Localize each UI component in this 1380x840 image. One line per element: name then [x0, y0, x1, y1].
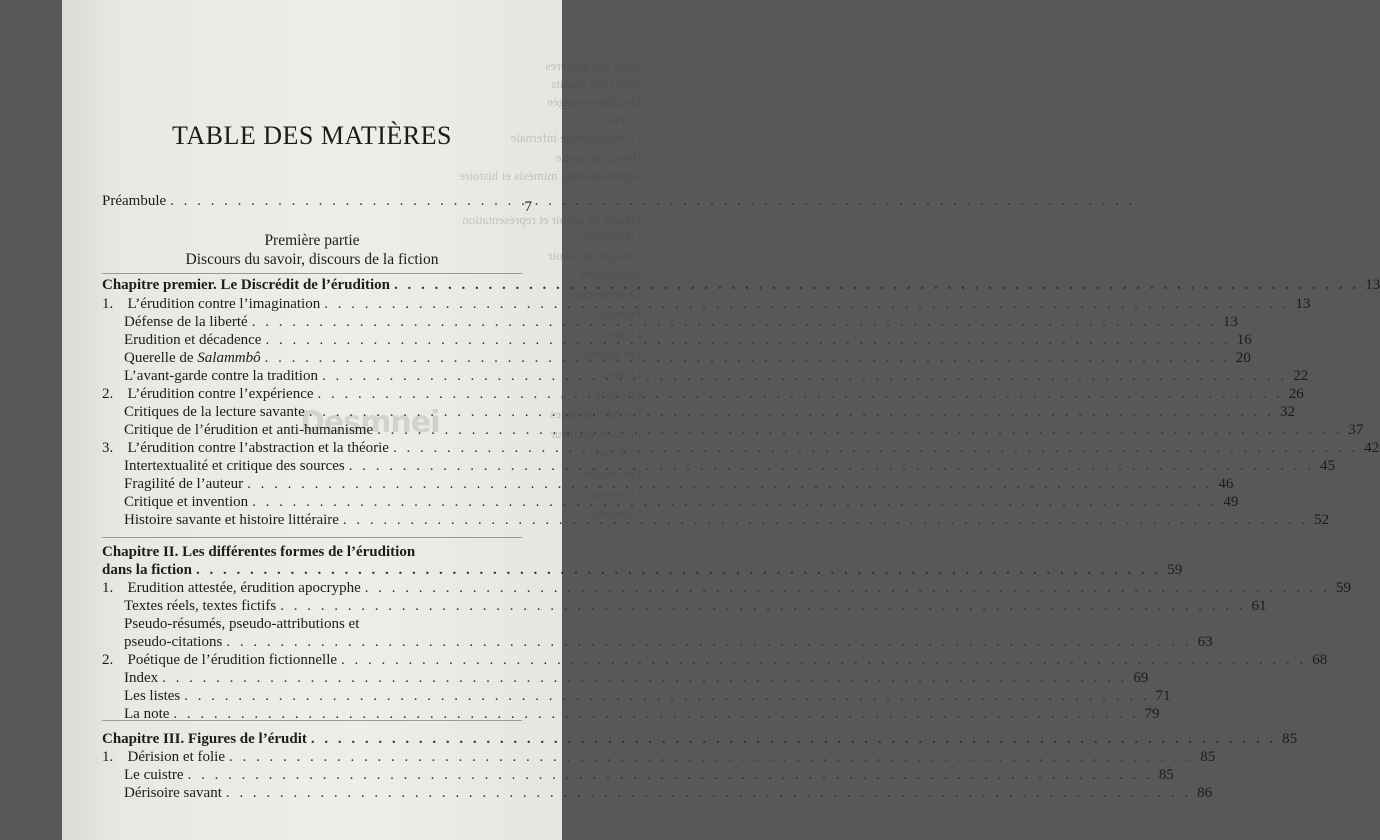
toc-entry-label: 2. Poétique de l’érudition fictionnelle — [102, 652, 338, 668]
toc-entry-label: Le cuistre — [124, 767, 184, 783]
toc-entry-page: 71 — [1155, 688, 1171, 704]
section-number: 2. — [102, 652, 114, 668]
leader-dots — [309, 404, 1274, 421]
bleed-through-line: Pouvoir — [600, 306, 642, 321]
toc-entry-label: Querelle de Salammbô — [124, 350, 261, 366]
toc-subentry — [124, 494, 1239, 512]
leader-dots — [365, 580, 1330, 597]
leader-dots — [318, 386, 1283, 403]
bleed-through-line: La bibliothèque infernale — [510, 130, 642, 145]
bleed-through-line: Le savoir — [593, 386, 642, 401]
bleed-through-line: L’érudition — [583, 228, 642, 243]
leader-dots — [377, 422, 1342, 439]
bleed-through-line: Figures du savoir et représentation — [462, 212, 642, 227]
toc-entry-page: 63 — [1197, 634, 1213, 650]
leader-dots — [173, 706, 1138, 723]
toc-entry-label: Index — [124, 670, 159, 686]
toc-entry-label: 1. L’érudition contre l’imagination — [102, 296, 321, 312]
toc-entry-label: Intertextualité et critique des sources — [124, 458, 345, 474]
toc-entry-page: 46 — [1218, 476, 1234, 492]
toc-entry-label: 3. L’érudition contre l’abstraction et la théorie — [102, 440, 389, 456]
leader-dots — [188, 767, 1153, 784]
bleed-through-line: Le voyage — [587, 486, 642, 501]
toc-subentry — [124, 598, 1267, 616]
toc-entry-label: Textes réels, textes fictifs — [124, 598, 277, 614]
bleed-through-line: Les musées — [581, 466, 642, 481]
bleed-through-line: Le droit — [600, 326, 642, 341]
toc-entry-label: pseudo-citations — [124, 634, 223, 650]
bleed-through-line: Erudition engagée — [547, 94, 642, 109]
divider — [102, 273, 522, 274]
leader-dots — [324, 296, 1289, 313]
bleed-through-line: Les savants — [581, 346, 642, 361]
toc-entry-page: 32 — [1280, 404, 1296, 420]
bleed-through-line: Scepticisme — [579, 266, 642, 281]
toc-entry-page: 85 — [1200, 749, 1216, 765]
toc-section-entry — [102, 652, 1328, 670]
book-page — [62, 0, 1380, 840]
bleed-through-line: Le collectionneur — [550, 426, 642, 441]
toc-entry-page: 20 — [1235, 350, 1251, 366]
page-title: TABLE DES MATIÈRES — [172, 121, 452, 150]
chapter-heading-2 — [102, 544, 542, 562]
chapter-title: Chapitre premier. Le Discrédit de l’érudition — [102, 277, 391, 293]
toc-subentry — [124, 634, 1213, 652]
leader-dots — [322, 368, 1287, 385]
toc-subentry — [124, 767, 1174, 785]
toc-entry-label: 1. Erudition attestée, érudition apocryphe — [102, 580, 361, 596]
leader-dots — [252, 494, 1217, 511]
toc-entry-label: Fragilité de l’auteur — [124, 476, 244, 492]
toc-entry-page: 16 — [1236, 332, 1252, 348]
toc-entry-label: Erudition et décadence — [124, 332, 262, 348]
toc-entry-label: Défense de la liberté — [124, 314, 248, 330]
leader-dots — [265, 332, 1230, 349]
toc-subentry — [124, 688, 1171, 706]
chapter-heading-2-cont — [102, 562, 1183, 580]
toc-entry-label: Histoire savante et histoire littéraire — [124, 512, 339, 528]
toc-entry-label: 1. Dérision et folie — [102, 749, 225, 765]
section-number: 1. — [102, 749, 114, 765]
toc-subentry — [124, 706, 1160, 724]
toc-entry-page: 59 — [1336, 580, 1352, 596]
toc-entry-label: Critique et invention — [124, 494, 249, 510]
bleed-through-line: Table des matières — [545, 58, 642, 73]
leader-dots — [162, 670, 1127, 687]
toc-entry-page: 13 — [1295, 296, 1311, 312]
bleed-through-line: Représentation, mimésis et histoire — [459, 168, 642, 183]
leader-dots — [196, 562, 1161, 579]
leader-dots — [226, 785, 1191, 802]
section-number: 1. — [102, 580, 114, 596]
leader-dots — [229, 749, 1194, 766]
leader-dots — [394, 277, 1359, 294]
leader-dots — [349, 458, 1314, 475]
section-number: 2. — [102, 386, 114, 402]
toc-entry-page: 86 — [1197, 785, 1213, 801]
toc-entry-label: Dérisoire savant — [124, 785, 222, 801]
leader-dots — [247, 476, 1212, 493]
toc-subentry — [124, 670, 1149, 688]
toc-subentry-line1 — [124, 616, 542, 634]
toc-entry-page: 45 — [1320, 458, 1335, 474]
toc-entry-page: 79 — [1144, 706, 1160, 722]
bleed-through-line: Les bibliothèques — [549, 406, 642, 421]
toc-entry-page: 22 — [1293, 368, 1309, 384]
toc-entry-label: Critique de l’érudition et anti-humanisme — [124, 422, 374, 438]
toc-entry-label: Préambule — [102, 193, 167, 209]
bleed-through-line: Le lieu — [605, 366, 642, 381]
toc-section-entry — [102, 580, 1352, 598]
leader-dots — [341, 652, 1306, 669]
part-heading: Première partie — [264, 232, 360, 249]
toc-entry-page: 85 — [1158, 767, 1174, 783]
chapter-title: Chapitre III. Figures de l’érudit — [102, 731, 307, 747]
toc-entry-page: 52 — [1314, 512, 1330, 528]
divider — [102, 537, 522, 538]
toc-entry-preambule — [102, 193, 524, 211]
toc-entry-label: Les listes — [124, 688, 181, 704]
toc-entry-page: 13 — [1222, 314, 1238, 330]
bleed-through-line: L’enquête — [590, 506, 642, 521]
toc-entry-label: Pseudo-résumés, pseudo-attributions et — [124, 616, 360, 632]
toc-entry-page: 13 — [1365, 277, 1380, 293]
leader-dots — [280, 598, 1245, 615]
leader-dots — [311, 731, 1276, 748]
toc-entry-page: 7 — [524, 199, 532, 215]
toc-section-entry — [102, 749, 1216, 767]
chapter-title-cont: dans la fiction — [102, 562, 193, 578]
bleed-through-line: Sottes des érudits — [551, 76, 642, 91]
chapter-title: Chapitre II. Les différentes formes de l’érudition — [102, 544, 416, 560]
toc-subentry — [124, 314, 1238, 332]
toc-entry-label: L’avant-garde contre la tradition — [124, 368, 318, 384]
leader-dots — [184, 688, 1149, 705]
bleed-through-line: La prétention — [572, 286, 642, 301]
bleed-through-line: Deuxième partie — [555, 150, 642, 165]
section-number: 3. — [102, 440, 114, 456]
toc-subentry — [124, 785, 1213, 803]
toc-entry-label: Critiques de la lecture savante — [124, 404, 305, 420]
leader-dots — [170, 193, 1135, 210]
toc-entry-page: 59 — [1167, 562, 1183, 578]
toc-entry-page: 61 — [1251, 598, 1267, 614]
toc-entry-page: 26 — [1288, 386, 1304, 402]
toc-entry-page: 85 — [1282, 731, 1298, 747]
leader-dots — [343, 512, 1308, 529]
toc-entry-label: La note — [124, 706, 170, 722]
toc-entry-page: 37 — [1348, 422, 1364, 438]
leader-dots — [252, 314, 1217, 331]
part-subtitle: Discours du savoir, discours de la fiction — [185, 251, 439, 268]
bleed-through-line: L’archive — [592, 446, 642, 461]
toc-entry-page: 49 — [1223, 494, 1239, 510]
leader-dots — [226, 634, 1191, 651]
italic-title: Salammbô — [197, 350, 261, 366]
leader-dots — [265, 350, 1230, 367]
section-number: 1. — [102, 296, 114, 312]
bleed-through-line: Le Fou — [604, 112, 642, 127]
chapter-heading-3 — [102, 731, 1298, 749]
toc-entry-page: 69 — [1133, 670, 1149, 686]
toc-entry-page: 68 — [1312, 652, 1328, 668]
toc-entry-page: 42 — [1364, 440, 1380, 456]
toc-entry-label: 2. L’érudition contre l’expérience — [102, 386, 314, 402]
leader-dots — [393, 440, 1358, 457]
watermark-logo: Desmnei — [300, 405, 440, 440]
bleed-through-line: Critique du savoir — [548, 248, 642, 263]
